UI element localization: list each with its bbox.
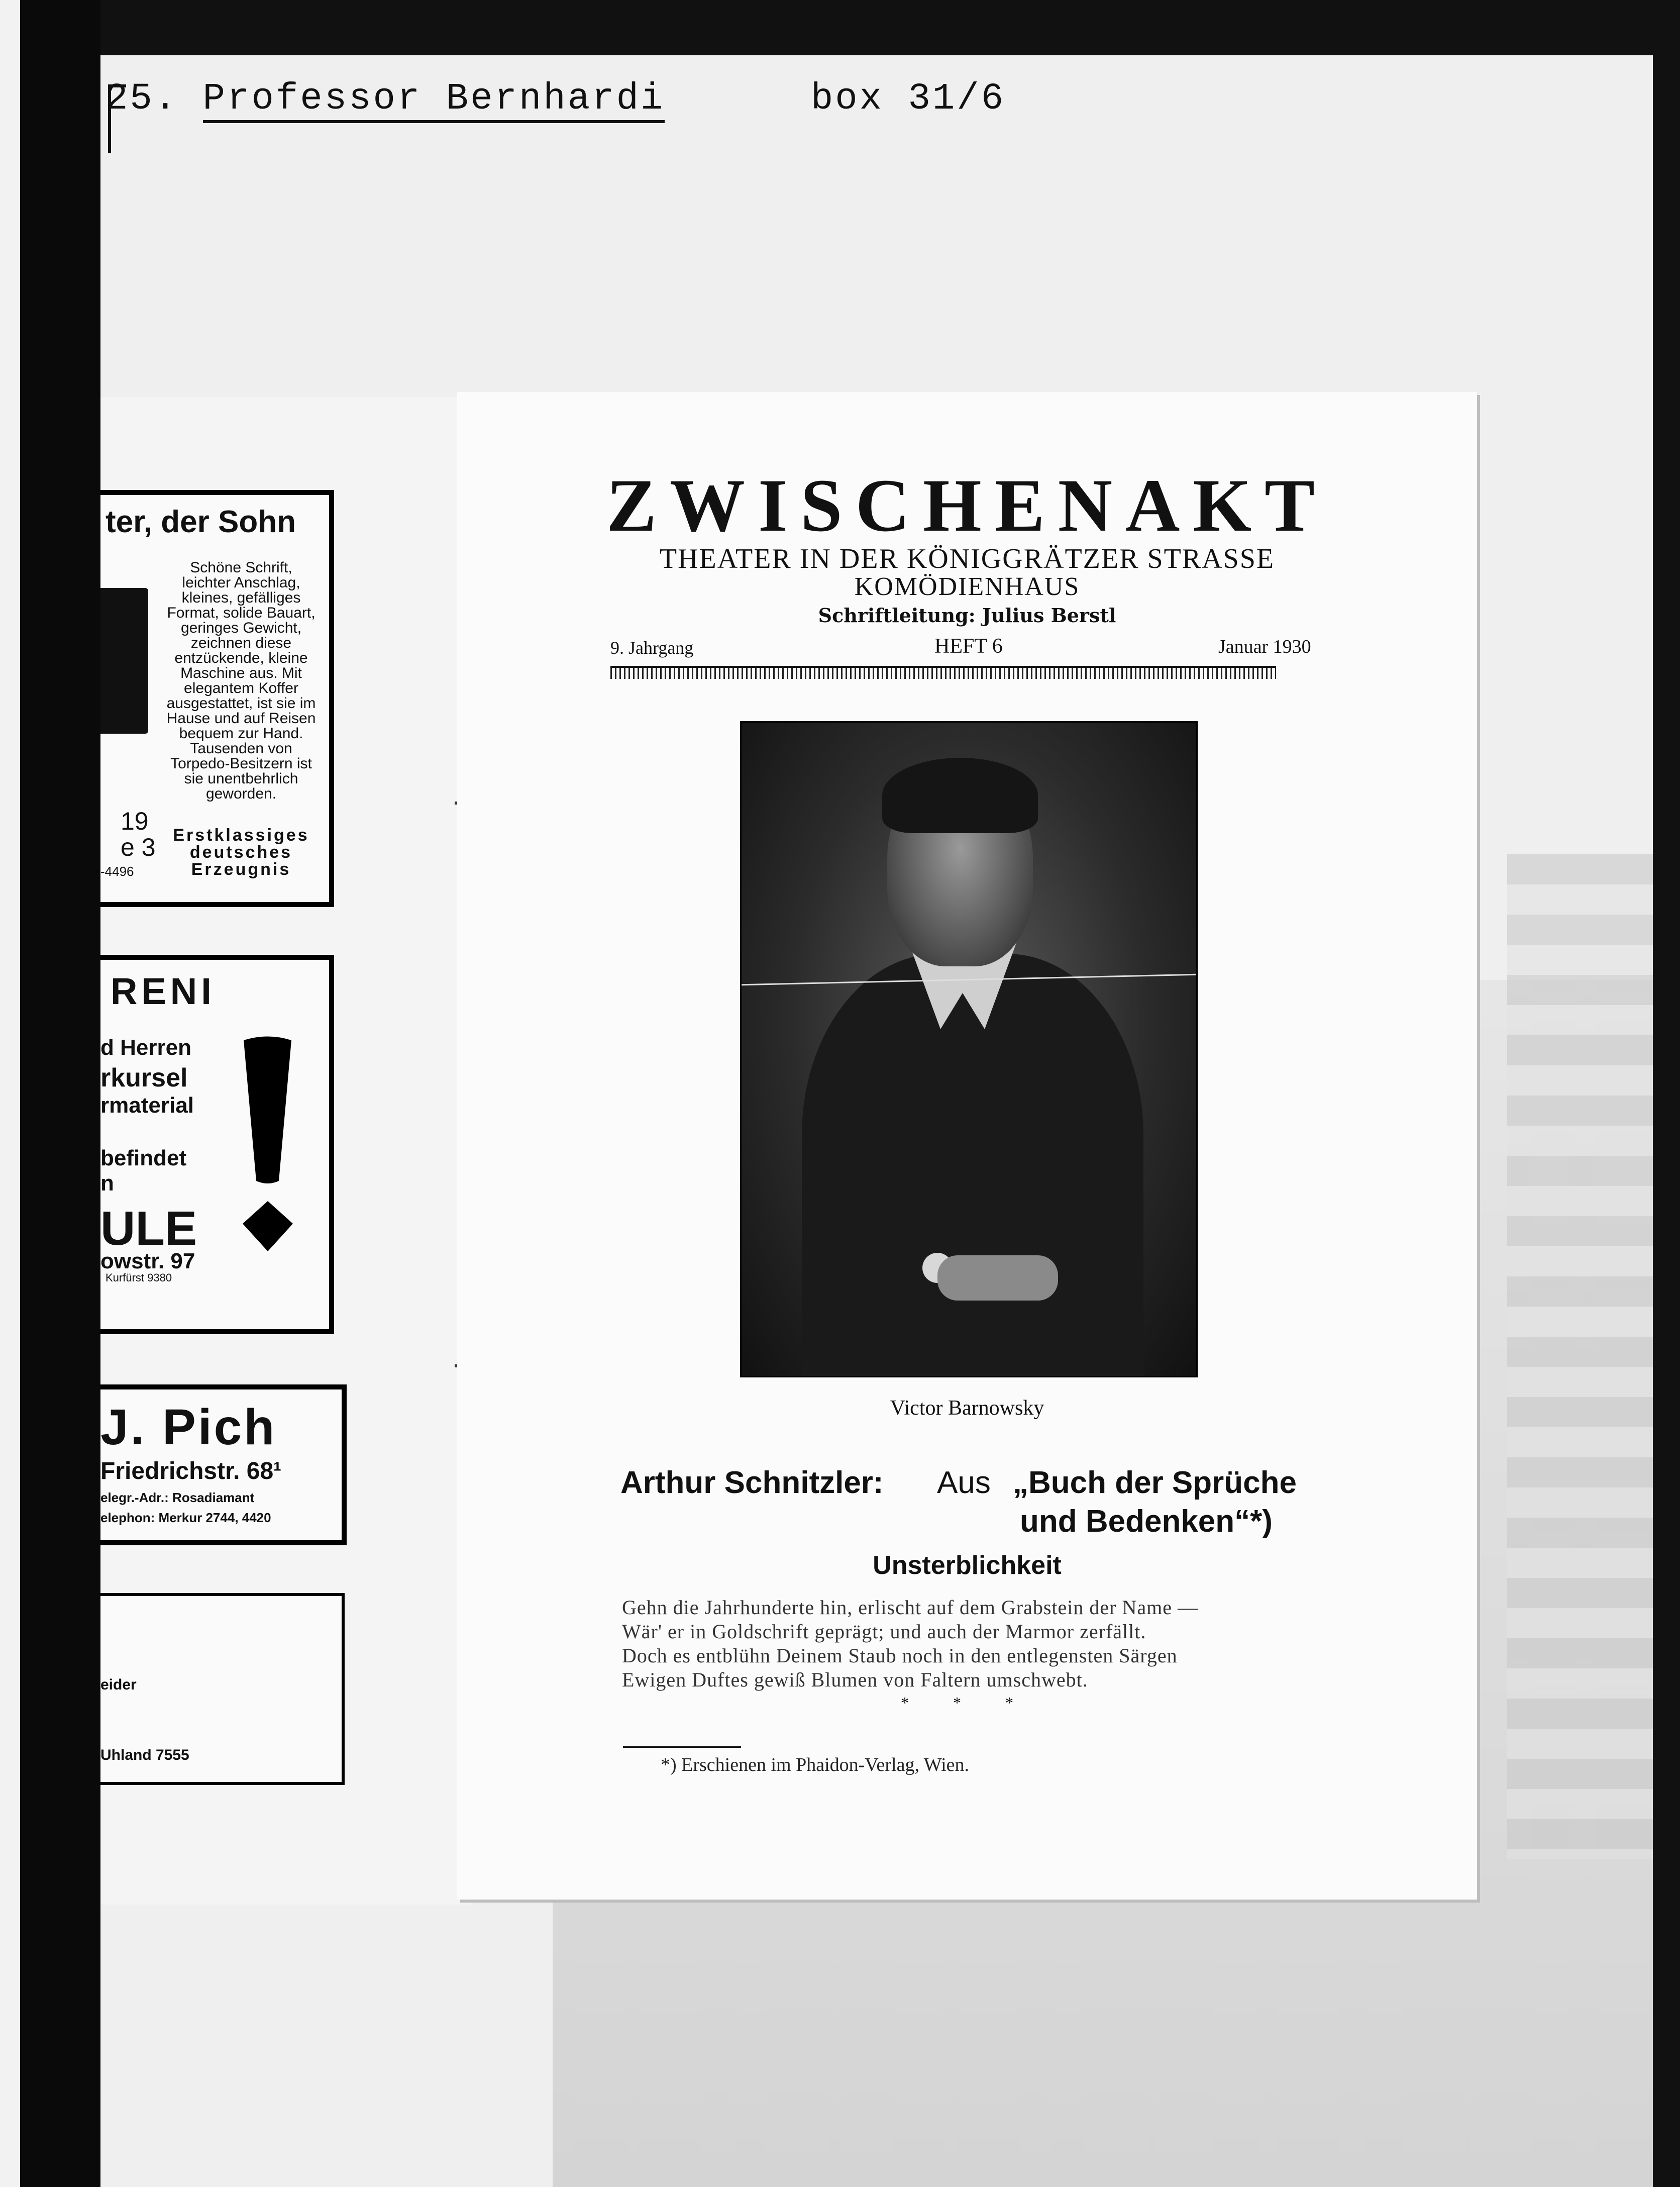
typewriter-image <box>100 588 148 734</box>
ad1-text: Schöne Schrift, leichter Anschlag, kleines, gefälliges Format, solide Bauart, geringes Gewicht, zeichnen diese entzückende, kleine Maschine aus. Mit elegantem Koffer ausgestattet, ist sie im Hause und auf Reisen bequem zur Hand. Tausenden von Torpedo-Besitzern ist sie unentbehrlich geworden. <box>166 559 316 802</box>
article-author: Arthur Schnitzler: <box>620 1465 884 1500</box>
binding-edge <box>0 0 20 2187</box>
ad2-line: n <box>100 1171 114 1196</box>
portrait-hair <box>882 758 1038 833</box>
typewriter-ad <box>100 490 334 907</box>
mount-stain <box>1507 854 1653 1859</box>
ad2-heading: RENI <box>111 970 216 1012</box>
portrait-hands <box>937 1255 1058 1301</box>
box-number: box 31/6 <box>810 78 1006 120</box>
editor-line: Schriftleitung: Julius Berstl <box>818 604 1116 627</box>
volume-year: 9. Jahrgang <box>610 638 694 658</box>
portrait-body <box>802 954 1143 1377</box>
section-stars: * * * <box>901 1694 1033 1712</box>
ad4-word: eider <box>100 1676 137 1693</box>
ad1-number: 19 <box>121 807 149 835</box>
ad3-address: Friedrichstr. 68¹ <box>100 1458 282 1484</box>
ad2-line: d Herren <box>100 1035 191 1060</box>
scan-right-border <box>1653 0 1680 2187</box>
issue-date: Januar 1930 <box>1218 636 1311 657</box>
article-title-part2: und Bedenken“*) <box>1020 1504 1273 1539</box>
ad2-phone: Kurfürst 9380 <box>106 1271 172 1284</box>
ad2-line: rkursel <box>100 1063 188 1092</box>
article-title-part1: „Buch der Sprüche <box>1013 1465 1297 1500</box>
item-number: 25. <box>106 78 179 120</box>
course-ad <box>100 955 334 1334</box>
ad4-phone: Uhland 7555 <box>100 1747 189 1763</box>
poem-line: Gehn die Jahrhunderte hin, erlischt auf dem Grabstein der Name — <box>622 1596 1198 1619</box>
tailor-ad <box>100 1593 345 1785</box>
play-title: Professor Bernhardi <box>203 78 665 123</box>
theater-name: THEATER IN DER KÖNIGGRÄTZER STRASSE <box>659 543 1275 574</box>
ad1-street: e 3 <box>121 833 156 861</box>
issue-number: HEFT 6 <box>934 635 1003 658</box>
poem-line: Doch es entblühn Deinem Staub noch in den entlegensten Särgen <box>622 1644 1178 1667</box>
archive-label <box>106 78 1005 120</box>
ad2-big-word: ULE <box>100 1202 197 1255</box>
ad1-phone: -4496 <box>100 864 134 879</box>
footnote-rule <box>623 1746 741 1748</box>
theater-house: KOMÖDIENHAUS <box>854 572 1080 601</box>
scan-top-border <box>0 0 1680 55</box>
ad2-street: owstr. 97 <box>100 1249 195 1273</box>
ad1-footer: Erstklassiges deutsches Erzeugnis <box>173 826 309 879</box>
footnote: *) Erschienen im Phaidon-Verlag, Wien. <box>661 1754 970 1775</box>
pich-ad <box>100 1384 347 1545</box>
magazine-title: ZWISCHENAKT <box>606 464 1328 547</box>
photo-caption: Victor Barnowsky <box>890 1397 1044 1420</box>
portrait-photo <box>740 721 1198 1377</box>
magazine-page <box>457 392 1477 1900</box>
exclamation-icon <box>229 1035 306 1261</box>
article-title-prefix: Aus <box>937 1465 991 1500</box>
poem-line: Wär' er in Goldschrift geprägt; und auch der Marmor zerfällt. <box>622 1620 1146 1643</box>
ad2-line: befindet <box>100 1146 187 1170</box>
decorative-rule <box>610 666 1276 679</box>
ad3-phone: elephon: Merkur 2744, 4420 <box>100 1510 271 1525</box>
ad2-line: rmaterial <box>100 1093 194 1118</box>
poem-title: Unsterblichkeit <box>873 1551 1062 1580</box>
ad1-title: ter, der Sohn <box>106 505 296 539</box>
ad3-name: J. Pich <box>100 1399 277 1455</box>
ad3-telegram: elegr.-Adr.: Rosadiamant <box>100 1490 255 1505</box>
poem-line: Ewigen Duftes gewiß Blumen von Faltern umschwebt. <box>622 1668 1088 1691</box>
